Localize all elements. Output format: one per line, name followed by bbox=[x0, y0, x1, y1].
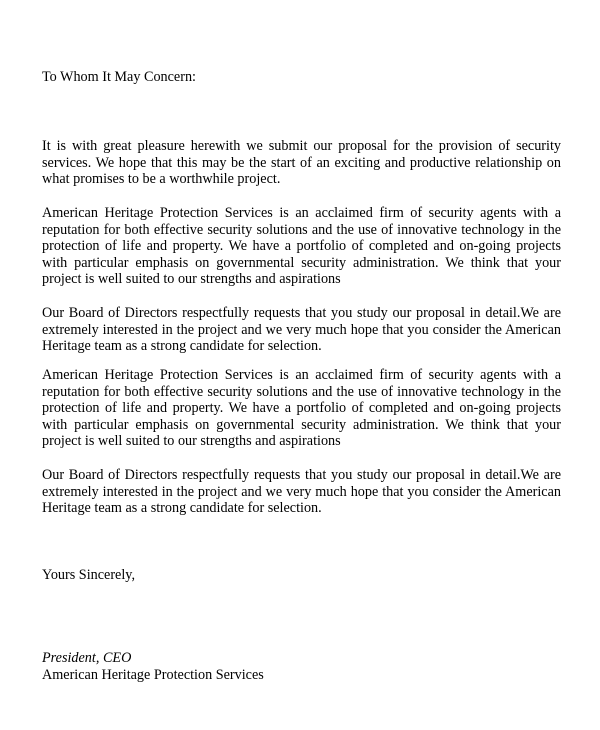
signature-company: American Heritage Protection Services bbox=[42, 667, 264, 683]
signature-title: President, CEO bbox=[42, 650, 132, 666]
paragraph-company-profile-repeat: American Heritage Protection Services is an acclaimed firm of security agents with a reputation for both effective security solutions and the use of innovative technology in the protection of life and property. We have a portfolio of completed and on-going projects with particular emphasis on governmental security administration. We think that your project is well suited to our strengths and aspirations bbox=[42, 367, 561, 450]
salutation: To Whom It May Concern: bbox=[42, 69, 196, 85]
paragraph-introduction: It is with great pleasure herewith we submit our proposal for the provision of security services. We hope that this may be the start of an exciting and productive relationship on what promises to be a worthwhile project. bbox=[42, 138, 561, 188]
paragraph-board-request: Our Board of Directors respectfully requests that you study our proposal in detail.We are extremely interested in the project and we very much hope that you consider the American Heritage team as a strong candidate for selection. bbox=[42, 305, 561, 355]
paragraph-company-profile: American Heritage Protection Services is an acclaimed firm of security agents with a reputation for both effective security solutions and the use of innovative technology in the protection of life and property. We have a portfolio of completed and on-going projects with particular emphasis on governmental security administration. We think that your project is well suited to our strengths and aspirations bbox=[42, 205, 561, 288]
paragraph-board-request-repeat: Our Board of Directors respectfully requests that you study our proposal in detail.We are extremely interested in the project and we very much hope that you consider the American Heritage team as a strong candidate for selection. bbox=[42, 467, 561, 517]
closing: Yours Sincerely, bbox=[42, 567, 136, 583]
